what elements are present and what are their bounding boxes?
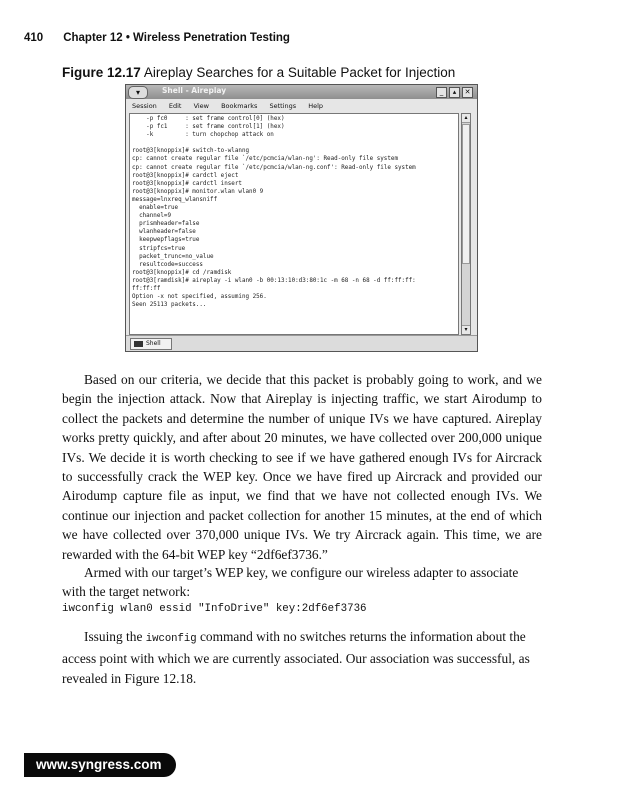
terminal-text: -p fc0 : set frame control[0] (hex) -p fc1 : set frame control[1] (hex) -k : turn chopchop attack on root@3[knoppix]# switch-to-wlanng cp: cannot create regular file `/etc/pcmcia/wlan-ng': Read-only file system cp: cannot create regular file `/etc/pcmcia/wlan-ng.conf': Read-only file system root@3[knoppix]# cardctl eject root@3[knoppix]# cardctl insert root@3[knoppix]# monitor.wlan wlan0 9 message=lnxreq_wlansniff enable=true channel=9 prismheader=false wlanheader=false keepwepflags=true stripfcs=true packet_trunc=no_value resultcode=success root@3[knoppix]# cd /ramdisk root@3[ramdisk]# aireplay -i wlan0 -b 00:13:10:d3:80:1c -m 68 -n 68 -d ff:ff:ff: ff:ff:ff Option -x not specified, assuming 256. Seen 25113 packets... (132, 116, 416, 309)
session-tab-label: Shell (146, 340, 161, 347)
menu-edit[interactable]: Edit (168, 102, 182, 110)
menu-session[interactable]: Session (132, 102, 157, 110)
body-paragraph-2: Armed with our target’s WEP key, we configure our wireless adapter to associate with the target network: (62, 565, 519, 600)
p3-text-end: command with no switches returns the information about the access point with which we are currently associated. Our association was successful, as revealed in Figure 12.18. (62, 629, 530, 686)
menu-help[interactable]: Help (308, 102, 324, 110)
window-menu-button[interactable]: ▾ (128, 86, 148, 99)
website-link[interactable]: www.syngress.com (36, 757, 162, 772)
chapter-title: Chapter 12 • Wireless Penetration Testing (63, 32, 290, 44)
figure-caption (62, 65, 455, 80)
website-badge (24, 753, 176, 777)
figure-label: Figure 12.17 (62, 65, 141, 80)
scrollbar-thumb[interactable] (462, 124, 470, 264)
window-titlebar[interactable] (126, 85, 477, 99)
terminal-scrollbar[interactable] (461, 113, 471, 335)
p3-text-start: Issuing the (84, 629, 146, 644)
menu-settings[interactable]: Settings (269, 102, 297, 110)
terminal-output[interactable] (129, 113, 459, 335)
close-button[interactable]: ✕ (462, 87, 473, 98)
running-header (24, 32, 290, 44)
body-paragraph-3 (62, 627, 542, 688)
shell-window (125, 84, 478, 352)
command-listing: iwconfig wlan0 essid "InfoDrive" key:2df6ef3736 (62, 603, 367, 615)
menu-bookmarks[interactable]: Bookmarks (221, 102, 258, 110)
minimize-button[interactable]: _ (436, 87, 447, 98)
menu-bar (126, 100, 477, 112)
scroll-up-icon[interactable]: ▴ (462, 114, 470, 123)
session-tab-shell[interactable] (130, 338, 172, 350)
menu-view[interactable]: View (193, 102, 209, 110)
figure-title: Aireplay Searches for a Suitable Packet for Injection (143, 65, 456, 80)
page-number: 410 (24, 32, 44, 44)
terminal-icon (134, 341, 143, 347)
body-paragraph-1: Based on our criteria, we decide that this packet is probably going to work, and we begin the injection attack. Now that Aireplay is injecting traffic, we start Airodump to collect the packets and determine the number of unique IVs we have captured. Aireplay works pretty quickly, and after about 20 minutes, we have collected over 200,000 unique IVs. We decide it is worth checking to see if we have gathered enough IVs for Aircrack to successfully crack the WEP key. Once we have fired up Aircrack and provided our Airodump capture file as input, we find that we have not collected enough IVs. We continue our injection and packet collection for another 15 minutes, at the end of which we have collected over 370,000 unique IVs. We try Aircrack again. This time, we are rewarded with the 64-bit WEP key “2df6ef3736.” (62, 372, 542, 562)
window-title: Shell - Aireplay (162, 86, 227, 95)
maximize-button[interactable]: ▴ (449, 87, 460, 98)
session-tabbar (126, 335, 477, 351)
scroll-down-icon[interactable]: ▾ (462, 325, 470, 334)
inline-code: iwconfig (145, 633, 197, 645)
